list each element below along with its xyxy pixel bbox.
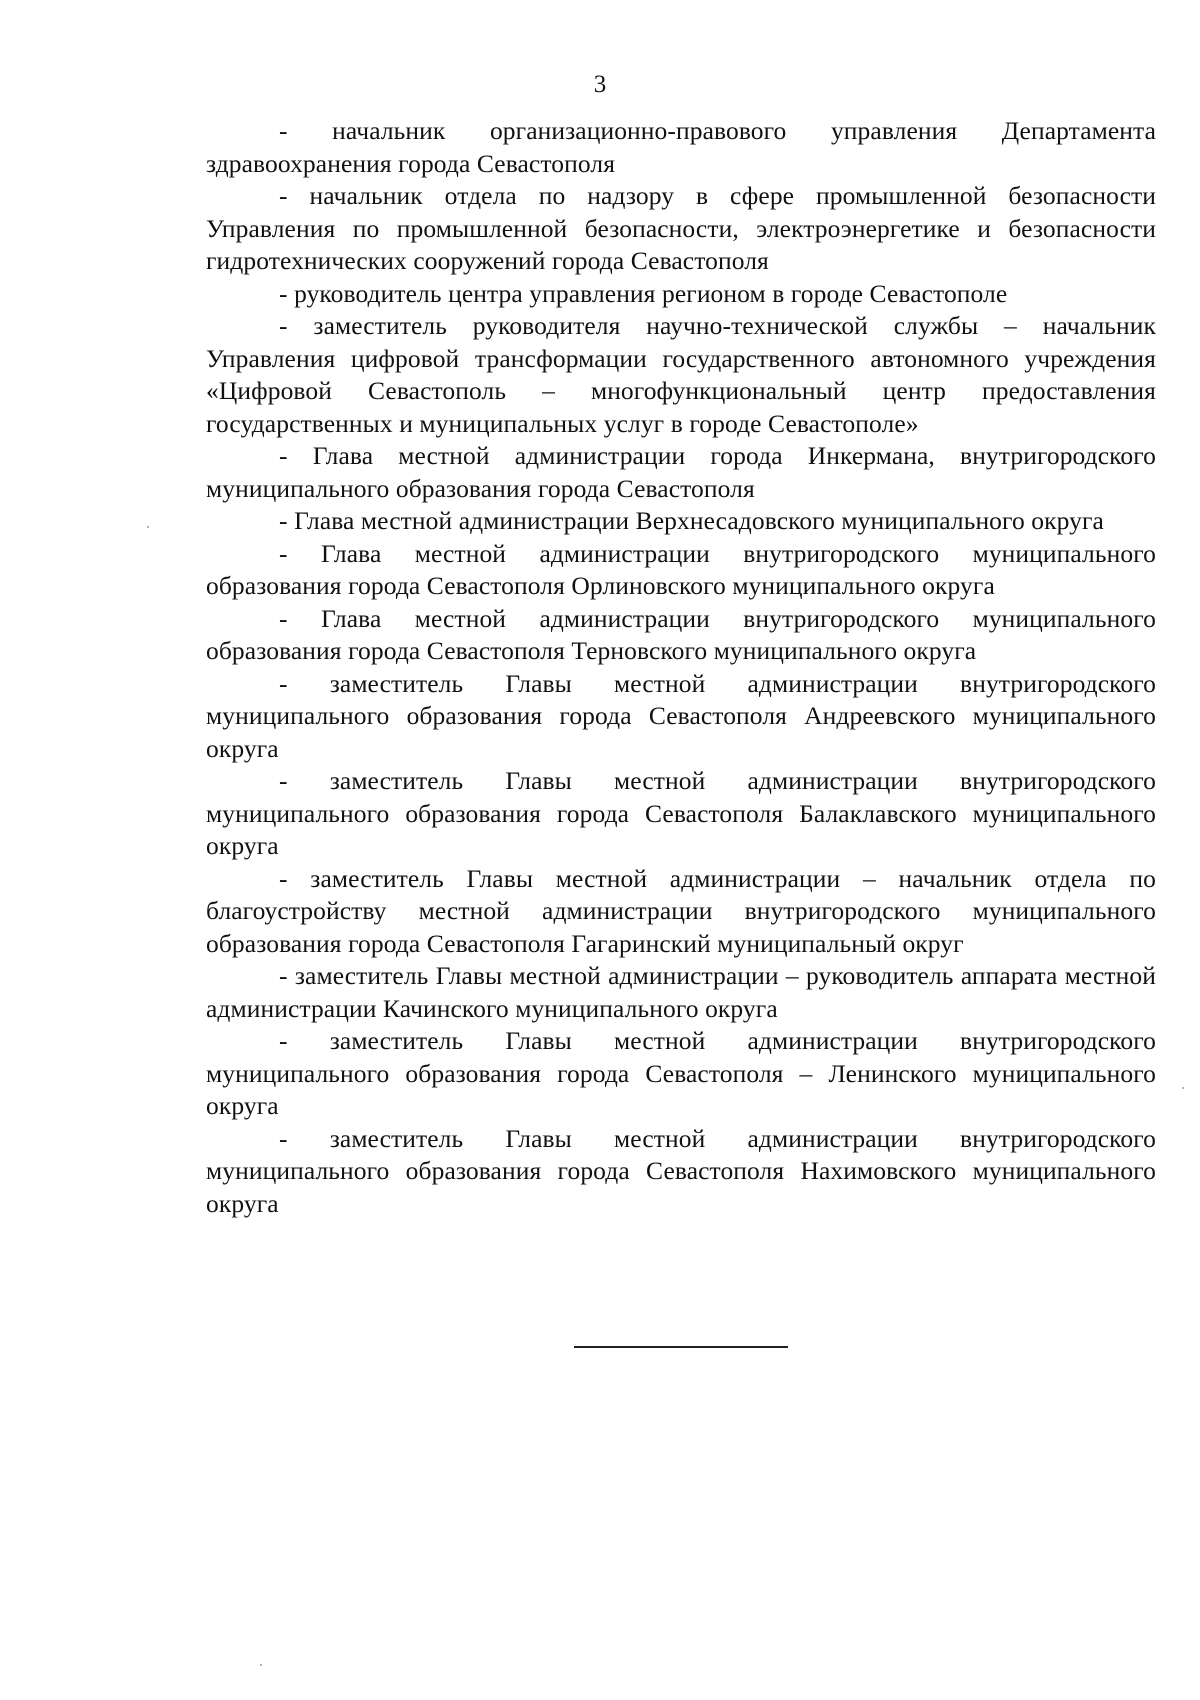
scan-speck bbox=[1182, 1087, 1184, 1089]
official-list bbox=[206, 115, 1156, 1220]
list-item: - заместитель Главы местной администрации внутригородского муниципального образования города Севастополя Балаклавского муниципального округа bbox=[206, 766, 1156, 860]
scan-speck bbox=[147, 526, 149, 528]
list-item: - Глава местной администрации внутригородского муниципального образования города Севастополя Орлиновского муниципального округа bbox=[206, 538, 1156, 600]
list-item: - Глава местной администрации внутригородского муниципального образования города Севастополя Терновского муниципального округа bbox=[206, 603, 1156, 665]
list-item: - Глава местной администрации Верхнесадовского муниципального округа bbox=[279, 506, 1104, 535]
list-item: - заместитель Главы местной администрации – начальник отдела по благоустройству местной администрации внутригородского муниципального образования города Севастополя Гагаринский муниципальный округ bbox=[206, 863, 1156, 958]
page-number: 3 bbox=[593, 71, 607, 98]
end-of-list-rule bbox=[574, 1346, 788, 1348]
list-item: - начальник организационно-правового управления Департамента здравоохранения города Севастополя bbox=[206, 116, 1156, 178]
list-item: - заместитель Главы местной администрации внутригородского муниципального образования города Севастополя Нахимовского муниципального округа bbox=[206, 1123, 1156, 1218]
list-item: - начальник отдела по надзору в сфере промышленной безопасности Управления по промышленной безопасности, электроэнергетике и безопасности гидротехнических сооружений города Севастополя bbox=[206, 181, 1156, 275]
list-item: - Глава местной администрации города Инкермана, внутригородского муниципального образования города Севастополя bbox=[206, 441, 1156, 503]
list-item: - заместитель Главы местной администрации – руководитель аппарата местной администрации Качинского муниципального округа bbox=[206, 961, 1156, 1023]
scan-speck bbox=[260, 1664, 262, 1666]
list-item: - заместитель руководителя научно-технической службы – начальник Управления цифровой трансформации государственного автономного учреждения «Цифровой Севастополь – многофункциональный центр предоставления государственных и муниципальных услуг в городе Севастополе» bbox=[206, 311, 1156, 438]
list-item: - заместитель Главы местной администрации внутригородского муниципального образования города Севастополя – Ленинского муниципального округа bbox=[206, 1026, 1156, 1120]
list-item: - заместитель Главы местной администрации внутригородского муниципального образования города Севастополя Андреевского муниципального округа bbox=[206, 668, 1156, 763]
list-item: - руководитель центра управления регионом в городе Севастополе bbox=[279, 278, 1008, 308]
